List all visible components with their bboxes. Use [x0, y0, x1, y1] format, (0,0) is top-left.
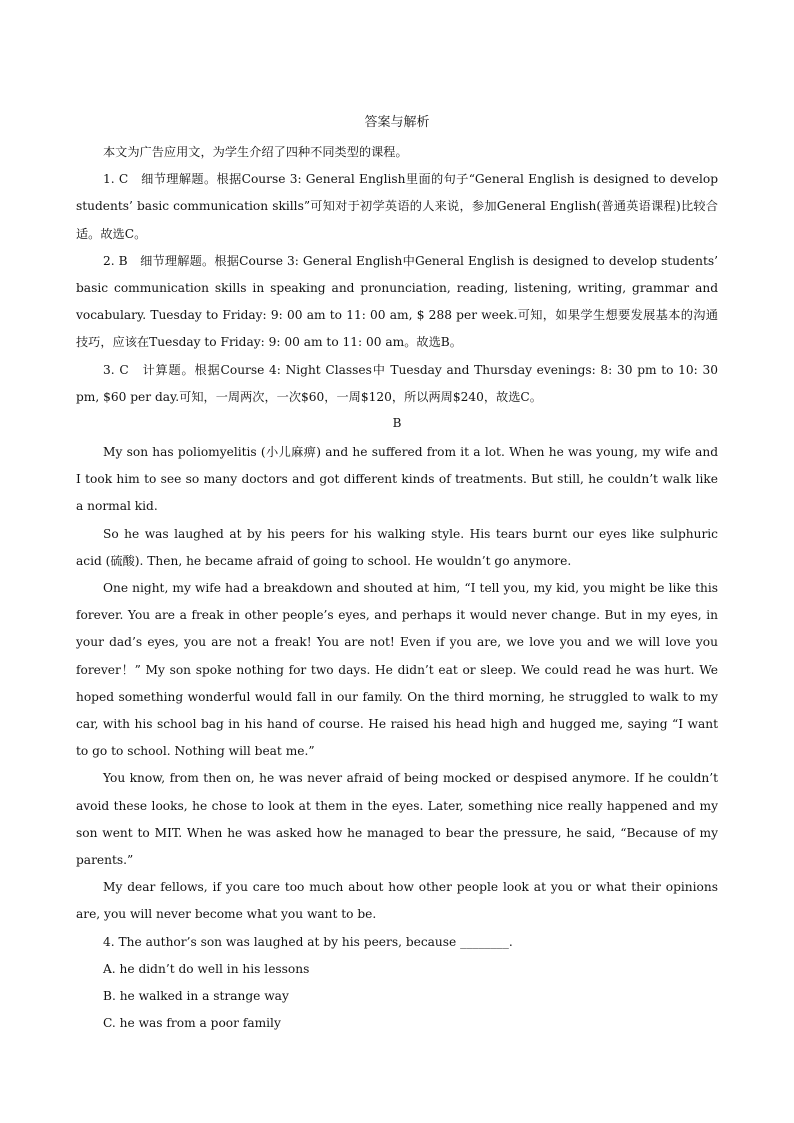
intro-paragraph: 本文为广告应用文，为学生介绍了四种不同类型的课程。 — [103, 145, 408, 159]
passage-paragraph-1: My son has poliomyelitis (小儿麻痹) and he suffered from it a lot. When he was young, my wife and I took him to see so many doctors and got different kinds of treatments. But still, he couldn’t walk like a normal kid. — [76, 445, 718, 514]
page-content — [76, 113, 718, 1038]
page-title: 答案与解析 — [364, 115, 430, 130]
option-c: C. he was from a poor family — [103, 1016, 281, 1031]
option-b: B. he walked in a strange way — [103, 989, 289, 1004]
passage-paragraph-3: One night, my wife had a breakdown and shouted at him, “I tell you, my kid, you might be like this forever. You are a freak in other people’s eyes, and perhaps it would never change. But in my eyes, in your dad’s eyes, you are not a freak! You are not! Even if you are, we love you and we will love you forever！” My son spoke nothing for two days. He didn’t eat or sleep. We could read he was hurt. We hoped something wonderful would fall in our family. On the third morning, he struggled to walk to my car, with his school bag in his hand of course. He raised his head high and hugged me, saying “I want to go to school. Nothing will beat me.” — [76, 581, 718, 759]
answer-2: 2. B 细节理解题。根据Course 3: General English中General English is designed to develop students’ basic communication skills in speaking and pronunciation, reading, listening, writing, grammar and vocabulary. Tuesday to Friday: 9: 00 am to 11: 00 am, $ 288 per week.可知，如果学生想要发展基本的沟通技巧，应该在Tuesday to Friday: 9: 00 am to 11: 00 am。故选B。 — [76, 253, 718, 350]
answer-3: 3. C 计算题。根据Course 4: Night Classes中 Tuesday and Thursday evenings: 8: 30 pm to 10: 30 pm, $60 per day.可知，一周两次，一次$60，一周$120，所以两周$240，故选C。 — [76, 362, 718, 404]
passage-paragraph-4: You know, from then on, he was never afraid of being mocked or despised anymore. If he couldn’t avoid these looks, he chose to look at them in the eyes. Later, something nice really happened and my son went to MIT. When he was asked how he managed to bear the pressure, he said, “Because of my parents.” — [76, 771, 718, 868]
option-a: A. he didn’t do well in his lessons — [103, 961, 310, 976]
passage-paragraph-5: My dear fellows, if you care too much about how other people look at you or what their opinions are, you will never become what you want to be. — [76, 880, 718, 922]
answer-1: 1. C 细节理解题。根据Course 3: General English里面的句子“General English is designed to develop students’ basic communication skills”可知对于初学英语的人来说，参加General English(普通英语课程)比较合适。故选C。 — [76, 172, 718, 241]
passage-paragraph-2: So he was laughed at by his peers for his walking style. His tears burnt our eyes like sulphuric acid (硫酸). Then, he became afraid of going to school. He wouldn’t go anymore. — [76, 526, 718, 568]
question-stem: 4. The author’s son was laughed at by his peers, because ________. — [103, 934, 513, 949]
section-heading: B — [392, 416, 402, 431]
